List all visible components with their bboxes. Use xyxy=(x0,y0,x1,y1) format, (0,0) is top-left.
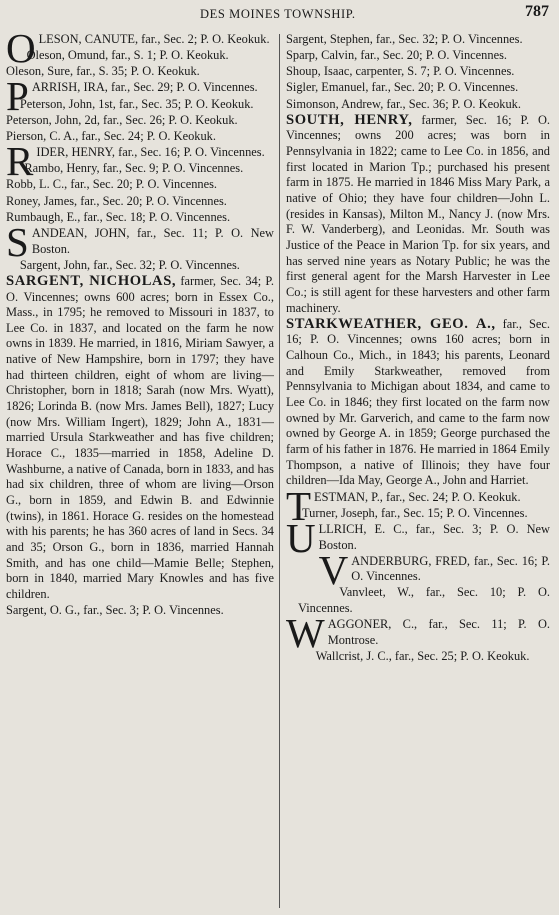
directory-entry: Sargent, O. G., far., Sec. 3; P. O. Vincennes. xyxy=(6,603,224,618)
entry-details: far., Sec. 16; P. O. Vincennes. xyxy=(351,553,550,584)
letter-section-entry xyxy=(286,546,550,593)
directory-entry: Shoup, Isaac, carpenter, S. 7; P. O. Vincennes. xyxy=(286,64,515,79)
entry-name: ANDERBURG, FRED, xyxy=(351,553,471,568)
biography-text: far., Sec. 16; P. O. Vincennes; owns 160 acres; born in Calhoun Co., Mich., in 1843; his parents, Leonard and Emily Starkweather, removed from Pennsylvania to Michigan about 1834, and came to Lee Co. in 1846; they first located on the farm now owned by Mr. Garverich, and came to the farm now owned by George A. in 1859; George purchased the farm of his father in 1876. He married in 1864 Emily Thompson, a native of Illinois; they have four children—Ida May, George A., John and Harriet. xyxy=(286,316,550,488)
biography-text: farmer, Sec. 16; P. O. Vincennes; owns 200 acres; was born in Pennsylvania in 1822; came to Lee Co. in 1856, and first located in Marion Tp.; purchased his present farm in 1875. He married in 1846 Miss Mary Park, a native of Ohio; they have four children—John L. (resides in Kansas), Milton M., Nancy J. (now Mrs. F. W. Vanderberg), and Leonidas. Mr. South was Justice of the Peace in Marion Tp. for six years, and has served nine years as Notary Public; he was the first general agent for the Marsh Harvester in Lee Co.; is still agent for these harvesters and other farm machinery. xyxy=(286,112,550,315)
directory-entry: Peterson, John, 2d, far., Sec. 26; P. O. Keokuk. xyxy=(6,112,238,127)
directory-entry: Peterson, John, 1st, far., Sec. 35; P. O. Keokuk. xyxy=(19,96,254,111)
drop-cap-initial: O xyxy=(6,32,36,71)
directory-entry: Oleson, Omund, far., S. 1; P. O. Keokuk. xyxy=(26,48,229,63)
entry-name: ARRISH, IRA, xyxy=(31,80,108,95)
directory-entry: Wallcrist, J. C., far., Sec. 25; P. O. Keokuk. xyxy=(315,649,530,664)
directory-entry: Sigler, Emanuel, far., Sec. 20; P. O. Vincennes. xyxy=(286,80,519,95)
drop-cap-initial: T xyxy=(286,482,312,529)
entry-details: far., Sec. 2; P. O. Keokuk. xyxy=(138,32,270,46)
biography-name: SOUTH, HENRY, xyxy=(286,111,413,128)
drop-cap-initial: R xyxy=(6,138,34,185)
entry-name: ANDEAN, JOHN, xyxy=(31,225,130,240)
column-divider xyxy=(279,34,280,908)
directory-entry: Turner, Joseph, far., Sec. 15; P. O. Vincennes. xyxy=(302,505,528,520)
biography-entry xyxy=(6,274,274,603)
entry-details: far., Sec. 29; P. O. Vincennes. xyxy=(107,80,258,95)
left-column xyxy=(6,32,274,912)
directory-entry: Oleson, Sure, far., S. 35; P. O. Keokuk. xyxy=(6,64,200,79)
entry-name: AGGONER, C., xyxy=(327,617,418,632)
drop-cap-initial: V xyxy=(318,546,349,593)
biography-name: STARKWEATHER, GEO. A., xyxy=(286,315,496,332)
running-head: DES MOINES TOWNSHIP. xyxy=(200,7,356,21)
entry-details: far., Sec. 11; P. O. Montrose. xyxy=(327,617,550,647)
entry-name: IDER, HENRY, xyxy=(36,145,115,160)
right-column xyxy=(286,32,550,912)
entry-name: LESON, CANUTE, xyxy=(38,32,139,46)
directory-entry: Sparp, Calvin, far., Sec. 20; P. O. Vincennes. xyxy=(286,48,507,63)
directory-entry: Sargent, Stephen, far., Sec. 32; P. O. Vincennes. xyxy=(286,32,523,46)
entry-details: far., Sec. 11; P. O. New Boston. xyxy=(31,225,274,256)
directory-entry: Vanvleet, W., far., Sec. 10; P. O. Vincennes. xyxy=(298,585,550,616)
entry-details: far., Sec. 3; P. O. New Boston. xyxy=(318,521,550,552)
entry-details: far., Sec. 16; P. O. Vincennes. xyxy=(114,145,265,160)
directory-entry: Robb, L. C., far., Sec. 20; P. O. Vincennes. xyxy=(6,177,218,192)
page-number: 787 xyxy=(525,3,549,20)
biography-entry xyxy=(286,317,550,489)
biography-name: SARGENT, NICHOLAS, xyxy=(6,272,177,289)
entry-name: LLRICH, E. C., xyxy=(318,521,408,536)
directory-entry: Roney, James, far., Sec. 20; P. O. Vincennes. xyxy=(6,193,227,208)
drop-cap-initial: W xyxy=(286,610,325,657)
drop-cap-initial: U xyxy=(286,514,316,561)
biography-entry xyxy=(286,113,550,317)
page-header xyxy=(0,0,559,28)
entry-details: far., Sec. 24; P. O. Keokuk. xyxy=(382,489,521,504)
directory-entry: Pierson, C. A., far., Sec. 24; P. O. Keokuk. xyxy=(6,128,216,143)
drop-cap-initial: S xyxy=(6,218,29,265)
entry-name: ESTMAN, P., xyxy=(314,489,383,504)
directory-entry: Simonson, Andrew, far., Sec. 36; P. O. Keokuk. xyxy=(286,96,521,111)
biography-text: farmer, Sec. 34; P. O. Vincennes; owns 600 acres; born in Essex Co., Mass., in 1795; he removed to Missouri in 1837, to Lee Co. in 1837, and located on the farm he now owns in 1839. He married, in 1816, Miriam Sawyer, a native of New Hampshire, born in 1797; they have had thirteen children, eight of whom are living—Christopher, born in 1818; Sarah (now Mrs. Wyatt), 1826; Lorinda B. (now Mrs. James Bell), 1827; Lucy (now Mrs. William Ingert), 1829; John A., 1831—married Ursula Starkweather and has five children; Horace C., 1835—married in 1858, Adeline D. Washburne, a native of Canada, born in 1833, and has had six children, three of whom are living—Orson G., born in 1859, and Edwin B. and Edwinnie (twins), in 1861. Horace G. resides on the homestead with his parents; he has 360 acres of land in Secs. 34 and 35; Orson G., born in 1836, married Hannah Smith, and has one child—Mamie Belle; Stephen, born in 1840, married Mary Knowles and has five children. xyxy=(6,273,274,601)
directory-entry: Rambo, Henry, far., Sec. 9; P. O. Vincennes. xyxy=(24,161,244,176)
directory-entry: Rumbaugh, E., far., Sec. 18; P. O. Vincennes. xyxy=(6,209,231,224)
directory-entry: Sargent, John, far., Sec. 32; P. O. Vincennes. xyxy=(19,257,240,272)
drop-cap-initial: P xyxy=(6,73,29,120)
